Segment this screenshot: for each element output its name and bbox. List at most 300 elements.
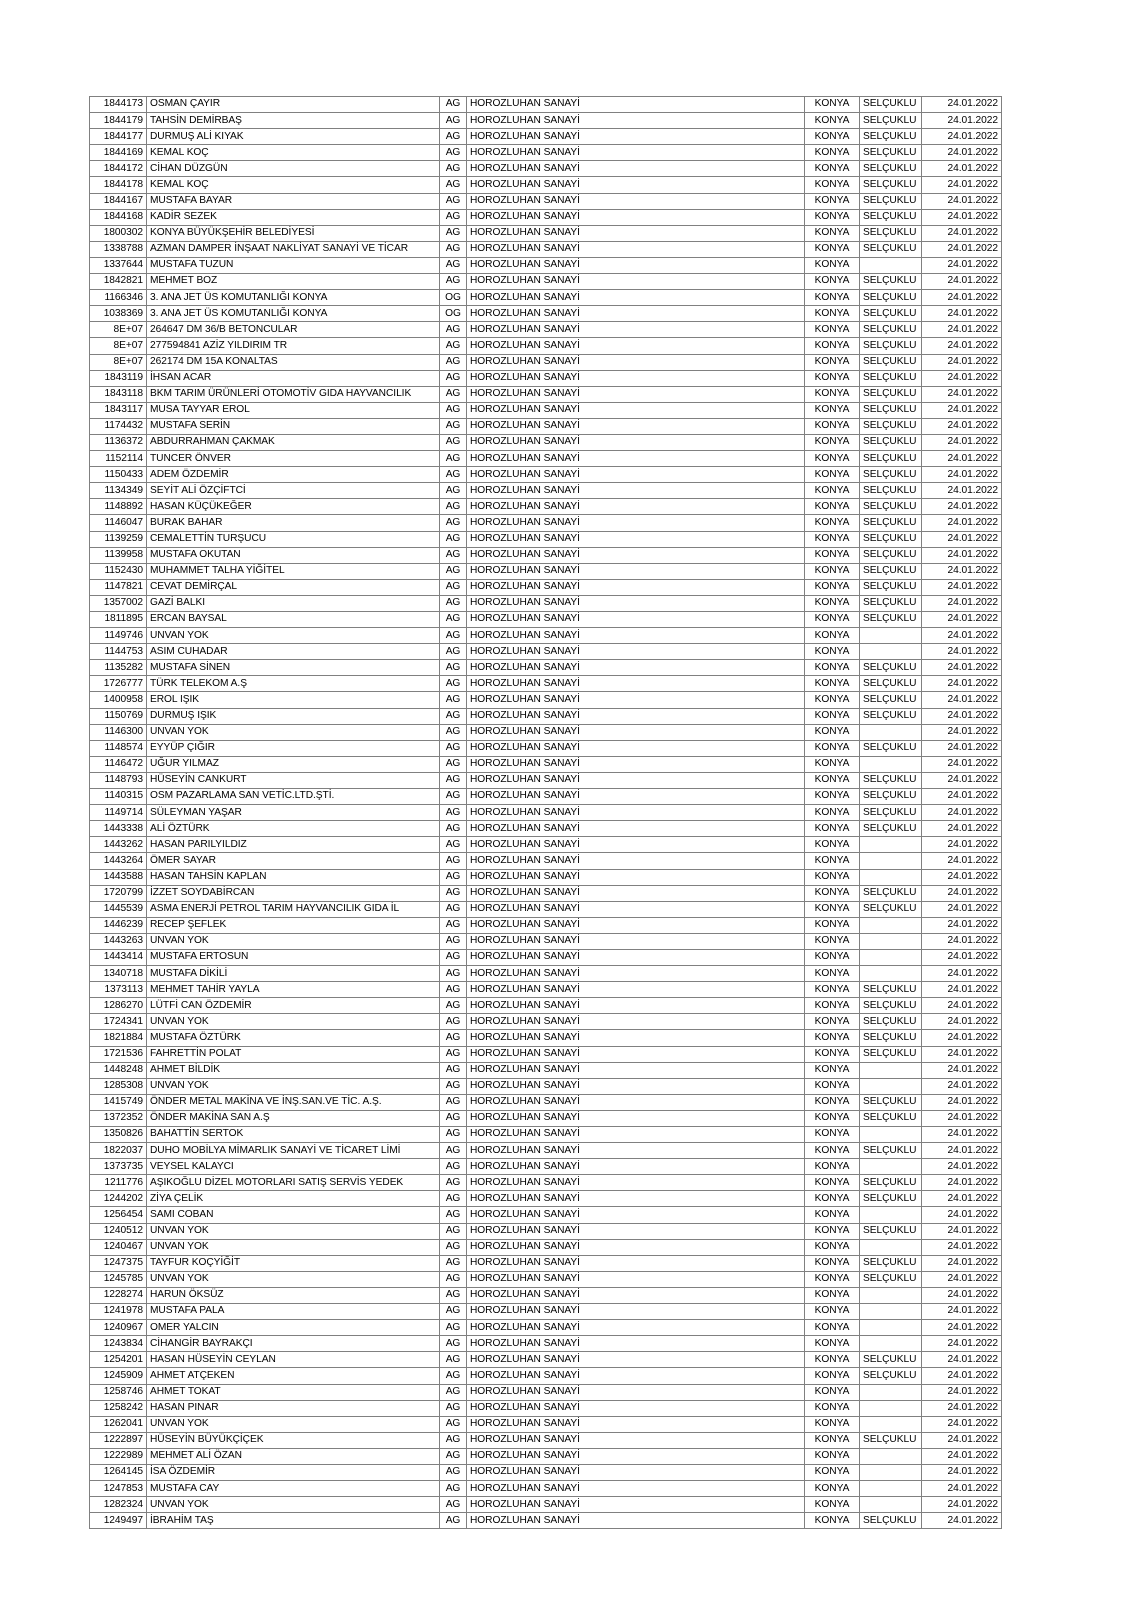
cell-type: AG <box>440 1320 467 1336</box>
cell-date: 24.01.2022 <box>922 193 1002 209</box>
cell-name: MUHAMMET TALHA YİĞİTEL <box>147 563 440 579</box>
cell-id: 1415749 <box>90 1094 147 1110</box>
cell-region: HOROZLUHAN SANAYİ <box>467 370 805 386</box>
cell-region: HOROZLUHAN SANAYİ <box>467 322 805 338</box>
cell-region: HOROZLUHAN SANAYİ <box>467 644 805 660</box>
cell-date: 24.01.2022 <box>922 274 1002 290</box>
cell-date: 24.01.2022 <box>922 1207 1002 1223</box>
cell-district: SELÇUKLU <box>860 531 922 547</box>
cell-type: AG <box>440 885 467 901</box>
cell-date: 24.01.2022 <box>922 740 1002 756</box>
table-row <box>90 1239 1002 1255</box>
cell-id: 1400958 <box>90 692 147 708</box>
table-row <box>90 579 1002 595</box>
cell-name: DUHO MOBİLYA MİMARLIK SANAYİ VE TİCARET LİMİ <box>147 1143 440 1159</box>
cell-district <box>860 1159 922 1175</box>
cell-date: 24.01.2022 <box>922 1159 1002 1175</box>
cell-type: AG <box>440 740 467 756</box>
cell-date: 24.01.2022 <box>922 821 1002 837</box>
cell-date: 24.01.2022 <box>922 209 1002 225</box>
cell-id: 1844178 <box>90 177 147 193</box>
cell-region: HOROZLUHAN SANAYİ <box>467 982 805 998</box>
cell-id: 1337644 <box>90 257 147 273</box>
cell-name: ASIM CUHADAR <box>147 644 440 660</box>
cell-name: EROL IŞIK <box>147 692 440 708</box>
cell-date: 24.01.2022 <box>922 531 1002 547</box>
cell-type: AG <box>440 1271 467 1287</box>
cell-city: KONYA <box>805 1400 860 1416</box>
table-row <box>90 1255 1002 1271</box>
table-row <box>90 563 1002 579</box>
cell-name: ÖNDER METAL MAKİNA VE İNŞ.SAN.VE TİC. A.Ş. <box>147 1094 440 1110</box>
table-row <box>90 370 1002 386</box>
cell-district <box>860 644 922 660</box>
cell-date: 24.01.2022 <box>922 612 1002 628</box>
cell-name: SAMI COBAN <box>147 1207 440 1223</box>
cell-name: RECEP ŞEFLEK <box>147 917 440 933</box>
cell-region: HOROZLUHAN SANAYİ <box>467 225 805 241</box>
cell-region: HOROZLUHAN SANAYİ <box>467 515 805 531</box>
table-body <box>90 97 1002 1529</box>
table-row <box>90 612 1002 628</box>
cell-region: HOROZLUHAN SANAYİ <box>467 885 805 901</box>
cell-date: 24.01.2022 <box>922 676 1002 692</box>
cell-city: KONYA <box>805 241 860 257</box>
cell-date: 24.01.2022 <box>922 917 1002 933</box>
cell-date: 24.01.2022 <box>922 1255 1002 1271</box>
cell-city: KONYA <box>805 451 860 467</box>
cell-district: SELÇUKLU <box>860 789 922 805</box>
cell-name: KADİR SEZEK <box>147 209 440 225</box>
cell-name: MUSTAFA BAYAR <box>147 193 440 209</box>
cell-date: 24.01.2022 <box>922 853 1002 869</box>
cell-district: SELÇUKLU <box>860 547 922 563</box>
cell-type: AG <box>440 692 467 708</box>
cell-date: 24.01.2022 <box>922 1175 1002 1191</box>
cell-id: 1448248 <box>90 1062 147 1078</box>
cell-region: HOROZLUHAN SANAYİ <box>467 547 805 563</box>
cell-region: HOROZLUHAN SANAYİ <box>467 1159 805 1175</box>
cell-date: 24.01.2022 <box>922 1304 1002 1320</box>
cell-name: EYYÜP ÇIĞIR <box>147 740 440 756</box>
cell-id: 1844172 <box>90 161 147 177</box>
cell-name: DURMUŞ IŞIK <box>147 708 440 724</box>
cell-district: SELÇUKLU <box>860 579 922 595</box>
cell-city: KONYA <box>805 1078 860 1094</box>
cell-city: KONYA <box>805 1368 860 1384</box>
cell-date: 24.01.2022 <box>922 869 1002 885</box>
cell-date: 24.01.2022 <box>922 1432 1002 1448</box>
cell-type: AG <box>440 1481 467 1497</box>
cell-district: SELÇUKLU <box>860 467 922 483</box>
cell-id: 1147821 <box>90 579 147 595</box>
cell-date: 24.01.2022 <box>922 1481 1002 1497</box>
cell-name: KEMAL KOÇ <box>147 145 440 161</box>
table-row <box>90 1191 1002 1207</box>
cell-name: ERCAN BAYSAL <box>147 612 440 628</box>
cell-id: 1842821 <box>90 274 147 290</box>
cell-date: 24.01.2022 <box>922 949 1002 965</box>
cell-id: 1373113 <box>90 982 147 998</box>
cell-date: 24.01.2022 <box>922 241 1002 257</box>
cell-city: KONYA <box>805 113 860 129</box>
cell-region: HOROZLUHAN SANAYİ <box>467 772 805 788</box>
cell-type: AG <box>440 628 467 644</box>
cell-region: HOROZLUHAN SANAYİ <box>467 402 805 418</box>
cell-district: SELÇUKLU <box>860 676 922 692</box>
cell-region: HOROZLUHAN SANAYİ <box>467 1094 805 1110</box>
cell-region: HOROZLUHAN SANAYİ <box>467 1352 805 1368</box>
cell-name: MEHMET ALİ ÖZAN <box>147 1448 440 1464</box>
cell-date: 24.01.2022 <box>922 1352 1002 1368</box>
table-row <box>90 692 1002 708</box>
cell-district: SELÇUKLU <box>860 225 922 241</box>
cell-district: SELÇUKLU <box>860 595 922 611</box>
cell-date: 24.01.2022 <box>922 547 1002 563</box>
cell-id: 1134349 <box>90 483 147 499</box>
cell-id: 1443588 <box>90 869 147 885</box>
cell-type: AG <box>440 724 467 740</box>
cell-type: AG <box>440 1304 467 1320</box>
cell-district: SELÇUKLU <box>860 161 922 177</box>
table-row <box>90 209 1002 225</box>
cell-type: AG <box>440 354 467 370</box>
cell-type: AG <box>440 338 467 354</box>
cell-district: SELÇUKLU <box>860 740 922 756</box>
cell-city: KONYA <box>805 724 860 740</box>
cell-district: SELÇUKLU <box>860 402 922 418</box>
cell-date: 24.01.2022 <box>922 724 1002 740</box>
cell-type: AG <box>440 1239 467 1255</box>
table-row <box>90 821 1002 837</box>
cell-district: SELÇUKLU <box>860 805 922 821</box>
cell-type: AG <box>440 1207 467 1223</box>
cell-id: 1211776 <box>90 1175 147 1191</box>
cell-name: İBRAHİM TAŞ <box>147 1513 440 1529</box>
cell-date: 24.01.2022 <box>922 113 1002 129</box>
cell-type: AG <box>440 1255 467 1271</box>
cell-city: KONYA <box>805 483 860 499</box>
table-row <box>90 853 1002 869</box>
cell-district: SELÇUKLU <box>860 306 922 322</box>
cell-date: 24.01.2022 <box>922 1191 1002 1207</box>
cell-name: CİHANGİR BAYRAKÇI <box>147 1336 440 1352</box>
cell-type: AG <box>440 1352 467 1368</box>
cell-type: AG <box>440 370 467 386</box>
cell-region: HOROZLUHAN SANAYİ <box>467 434 805 450</box>
cell-city: KONYA <box>805 1110 860 1126</box>
cell-city: KONYA <box>805 885 860 901</box>
cell-type: AG <box>440 322 467 338</box>
cell-id: 1240467 <box>90 1239 147 1255</box>
cell-city: KONYA <box>805 1094 860 1110</box>
cell-id: 1149714 <box>90 805 147 821</box>
cell-id: 8E+07 <box>90 338 147 354</box>
cell-date: 24.01.2022 <box>922 837 1002 853</box>
table-row <box>90 434 1002 450</box>
cell-region: HOROZLUHAN SANAYİ <box>467 756 805 772</box>
cell-district <box>860 1320 922 1336</box>
cell-date: 24.01.2022 <box>922 1143 1002 1159</box>
cell-name: ASMA ENERJİ PETROL TARIM HAYVANCILIK GIDA İL <box>147 901 440 917</box>
cell-type: AG <box>440 1464 467 1480</box>
cell-city: KONYA <box>805 129 860 145</box>
cell-name: SÜLEYMAN YAŞAR <box>147 805 440 821</box>
cell-type: OG <box>440 306 467 322</box>
table-row <box>90 644 1002 660</box>
cell-city: KONYA <box>805 628 860 644</box>
cell-city: KONYA <box>805 1062 860 1078</box>
cell-district: SELÇUKLU <box>860 1432 922 1448</box>
cell-city: KONYA <box>805 1481 860 1497</box>
cell-name: CEVAT DEMİRÇAL <box>147 579 440 595</box>
cell-date: 24.01.2022 <box>922 1320 1002 1336</box>
cell-type: AG <box>440 161 467 177</box>
cell-name: İSA ÖZDEMİR <box>147 1464 440 1480</box>
cell-city: KONYA <box>805 1336 860 1352</box>
cell-city: KONYA <box>805 290 860 306</box>
cell-name: UNVAN YOK <box>147 933 440 949</box>
cell-type: AG <box>440 1159 467 1175</box>
table-row <box>90 1159 1002 1175</box>
cell-district: SELÇUKLU <box>860 1175 922 1191</box>
cell-type: AG <box>440 257 467 273</box>
cell-district <box>860 1304 922 1320</box>
cell-name: LÜTFİ CAN ÖZDEMİR <box>147 998 440 1014</box>
cell-city: KONYA <box>805 966 860 982</box>
cell-name: 264647 DM 36/B BETONCULAR <box>147 322 440 338</box>
table-row <box>90 1175 1002 1191</box>
cell-id: 1245909 <box>90 1368 147 1384</box>
cell-district: SELÇUKLU <box>860 692 922 708</box>
cell-district <box>860 1239 922 1255</box>
cell-date: 24.01.2022 <box>922 257 1002 273</box>
cell-region: HOROZLUHAN SANAYİ <box>467 97 805 113</box>
cell-name: UNVAN YOK <box>147 1014 440 1030</box>
table-row <box>90 322 1002 338</box>
cell-id: 1844167 <box>90 193 147 209</box>
cell-date: 24.01.2022 <box>922 161 1002 177</box>
cell-date: 24.01.2022 <box>922 789 1002 805</box>
cell-city: KONYA <box>805 612 860 628</box>
cell-district: SELÇUKLU <box>860 290 922 306</box>
cell-id: 1139958 <box>90 547 147 563</box>
cell-type: AG <box>440 949 467 965</box>
cell-id: 1240967 <box>90 1320 147 1336</box>
cell-region: HOROZLUHAN SANAYİ <box>467 1175 805 1191</box>
cell-id: 1843118 <box>90 386 147 402</box>
cell-date: 24.01.2022 <box>922 370 1002 386</box>
cell-name: TAHSİN DEMİRBAŞ <box>147 113 440 129</box>
cell-region: HOROZLUHAN SANAYİ <box>467 451 805 467</box>
cell-city: KONYA <box>805 306 860 322</box>
cell-region: HOROZLUHAN SANAYİ <box>467 113 805 129</box>
cell-type: AG <box>440 612 467 628</box>
cell-id: 1338788 <box>90 241 147 257</box>
cell-id: 1146300 <box>90 724 147 740</box>
cell-city: KONYA <box>805 756 860 772</box>
cell-type: AG <box>440 901 467 917</box>
cell-region: HOROZLUHAN SANAYİ <box>467 1062 805 1078</box>
cell-city: KONYA <box>805 949 860 965</box>
cell-id: 1245785 <box>90 1271 147 1287</box>
cell-date: 24.01.2022 <box>922 1416 1002 1432</box>
cell-type: AG <box>440 451 467 467</box>
cell-district: SELÇUKLU <box>860 1094 922 1110</box>
cell-region: HOROZLUHAN SANAYİ <box>467 595 805 611</box>
cell-district: SELÇUKLU <box>860 1110 922 1126</box>
cell-type: AG <box>440 821 467 837</box>
cell-region: HOROZLUHAN SANAYİ <box>467 1320 805 1336</box>
cell-date: 24.01.2022 <box>922 1078 1002 1094</box>
cell-region: HOROZLUHAN SANAYİ <box>467 1046 805 1062</box>
cell-id: 1446239 <box>90 917 147 933</box>
cell-city: KONYA <box>805 354 860 370</box>
cell-type: AG <box>440 789 467 805</box>
cell-city: KONYA <box>805 1014 860 1030</box>
cell-region: HOROZLUHAN SANAYİ <box>467 1207 805 1223</box>
cell-district: SELÇUKLU <box>860 1223 922 1239</box>
cell-district: SELÇUKLU <box>860 982 922 998</box>
table-row <box>90 145 1002 161</box>
table-row <box>90 901 1002 917</box>
table-row <box>90 740 1002 756</box>
cell-type: AG <box>440 241 467 257</box>
cell-district <box>860 853 922 869</box>
cell-type: AG <box>440 1143 467 1159</box>
cell-district: SELÇUKLU <box>860 1046 922 1062</box>
cell-type: AG <box>440 515 467 531</box>
cell-name: UNVAN YOK <box>147 1416 440 1432</box>
cell-district: SELÇUKLU <box>860 1368 922 1384</box>
cell-district: SELÇUKLU <box>860 998 922 1014</box>
cell-id: 1148892 <box>90 499 147 515</box>
cell-city: KONYA <box>805 1448 860 1464</box>
cell-date: 24.01.2022 <box>922 805 1002 821</box>
cell-region: HOROZLUHAN SANAYİ <box>467 1223 805 1239</box>
cell-city: KONYA <box>805 97 860 113</box>
cell-city: KONYA <box>805 209 860 225</box>
table-row <box>90 386 1002 402</box>
table-row <box>90 402 1002 418</box>
cell-region: HOROZLUHAN SANAYİ <box>467 821 805 837</box>
cell-city: KONYA <box>805 322 860 338</box>
cell-region: HOROZLUHAN SANAYİ <box>467 1416 805 1432</box>
table-row <box>90 1304 1002 1320</box>
cell-id: 1822037 <box>90 1143 147 1159</box>
table-row <box>90 1400 1002 1416</box>
cell-id: 1150433 <box>90 467 147 483</box>
cell-id: 1811895 <box>90 612 147 628</box>
cell-name: DURMUŞ ALİ KIYAK <box>147 129 440 145</box>
cell-city: KONYA <box>805 274 860 290</box>
cell-region: HOROZLUHAN SANAYİ <box>467 1481 805 1497</box>
cell-region: HOROZLUHAN SANAYİ <box>467 692 805 708</box>
cell-name: ADEM ÖZDEMİR <box>147 467 440 483</box>
cell-type: AG <box>440 177 467 193</box>
table-row <box>90 1014 1002 1030</box>
cell-date: 24.01.2022 <box>922 354 1002 370</box>
cell-name: UNVAN YOK <box>147 1239 440 1255</box>
cell-type: AG <box>440 1110 467 1126</box>
cell-city: KONYA <box>805 563 860 579</box>
cell-id: 1258746 <box>90 1384 147 1400</box>
cell-district <box>860 837 922 853</box>
cell-district: SELÇUKLU <box>860 338 922 354</box>
cell-name: UNVAN YOK <box>147 628 440 644</box>
cell-id: 1148793 <box>90 772 147 788</box>
cell-region: HOROZLUHAN SANAYİ <box>467 257 805 273</box>
cell-region: HOROZLUHAN SANAYİ <box>467 853 805 869</box>
cell-type: AG <box>440 402 467 418</box>
table-row <box>90 257 1002 273</box>
cell-type: AG <box>440 1078 467 1094</box>
cell-district <box>860 257 922 273</box>
table-row <box>90 418 1002 434</box>
cell-date: 24.01.2022 <box>922 483 1002 499</box>
cell-district <box>860 917 922 933</box>
cell-region: HOROZLUHAN SANAYİ <box>467 1368 805 1384</box>
cell-district: SELÇUKLU <box>860 113 922 129</box>
cell-type: AG <box>440 97 467 113</box>
cell-date: 24.01.2022 <box>922 145 1002 161</box>
cell-district: SELÇUKLU <box>860 1030 922 1046</box>
cell-district: SELÇUKLU <box>860 274 922 290</box>
cell-date: 24.01.2022 <box>922 644 1002 660</box>
cell-type: AG <box>440 209 467 225</box>
cell-date: 24.01.2022 <box>922 595 1002 611</box>
cell-type: AG <box>440 418 467 434</box>
table-row <box>90 869 1002 885</box>
table-row <box>90 113 1002 129</box>
table-row <box>90 97 1002 113</box>
cell-type: AG <box>440 225 467 241</box>
cell-id: 1262041 <box>90 1416 147 1432</box>
table-row <box>90 547 1002 563</box>
cell-name: MUSTAFA PALA <box>147 1304 440 1320</box>
cell-region: HOROZLUHAN SANAYİ <box>467 1497 805 1513</box>
table-row <box>90 676 1002 692</box>
cell-type: AG <box>440 274 467 290</box>
cell-name: GAZİ BALKI <box>147 595 440 611</box>
cell-id: 1844173 <box>90 97 147 113</box>
cell-city: KONYA <box>805 1239 860 1255</box>
cell-name: HASAN HÜSEYİN CEYLAN <box>147 1352 440 1368</box>
table-row <box>90 949 1002 965</box>
cell-name: MUSTAFA DİKİLİ <box>147 966 440 982</box>
cell-district: SELÇUKLU <box>860 483 922 499</box>
cell-region: HOROZLUHAN SANAYİ <box>467 917 805 933</box>
cell-type: AG <box>440 386 467 402</box>
cell-date: 24.01.2022 <box>922 1110 1002 1126</box>
cell-date: 24.01.2022 <box>922 998 1002 1014</box>
cell-region: HOROZLUHAN SANAYİ <box>467 338 805 354</box>
cell-date: 24.01.2022 <box>922 1336 1002 1352</box>
table-row <box>90 290 1002 306</box>
cell-city: KONYA <box>805 869 860 885</box>
table-row <box>90 129 1002 145</box>
cell-date: 24.01.2022 <box>922 515 1002 531</box>
cell-date: 24.01.2022 <box>922 322 1002 338</box>
cell-type: AG <box>440 660 467 676</box>
cell-city: KONYA <box>805 1223 860 1239</box>
table-row <box>90 1030 1002 1046</box>
cell-type: AG <box>440 756 467 772</box>
table-row <box>90 628 1002 644</box>
cell-city: KONYA <box>805 1143 860 1159</box>
cell-region: HOROZLUHAN SANAYİ <box>467 386 805 402</box>
cell-city: KONYA <box>805 338 860 354</box>
